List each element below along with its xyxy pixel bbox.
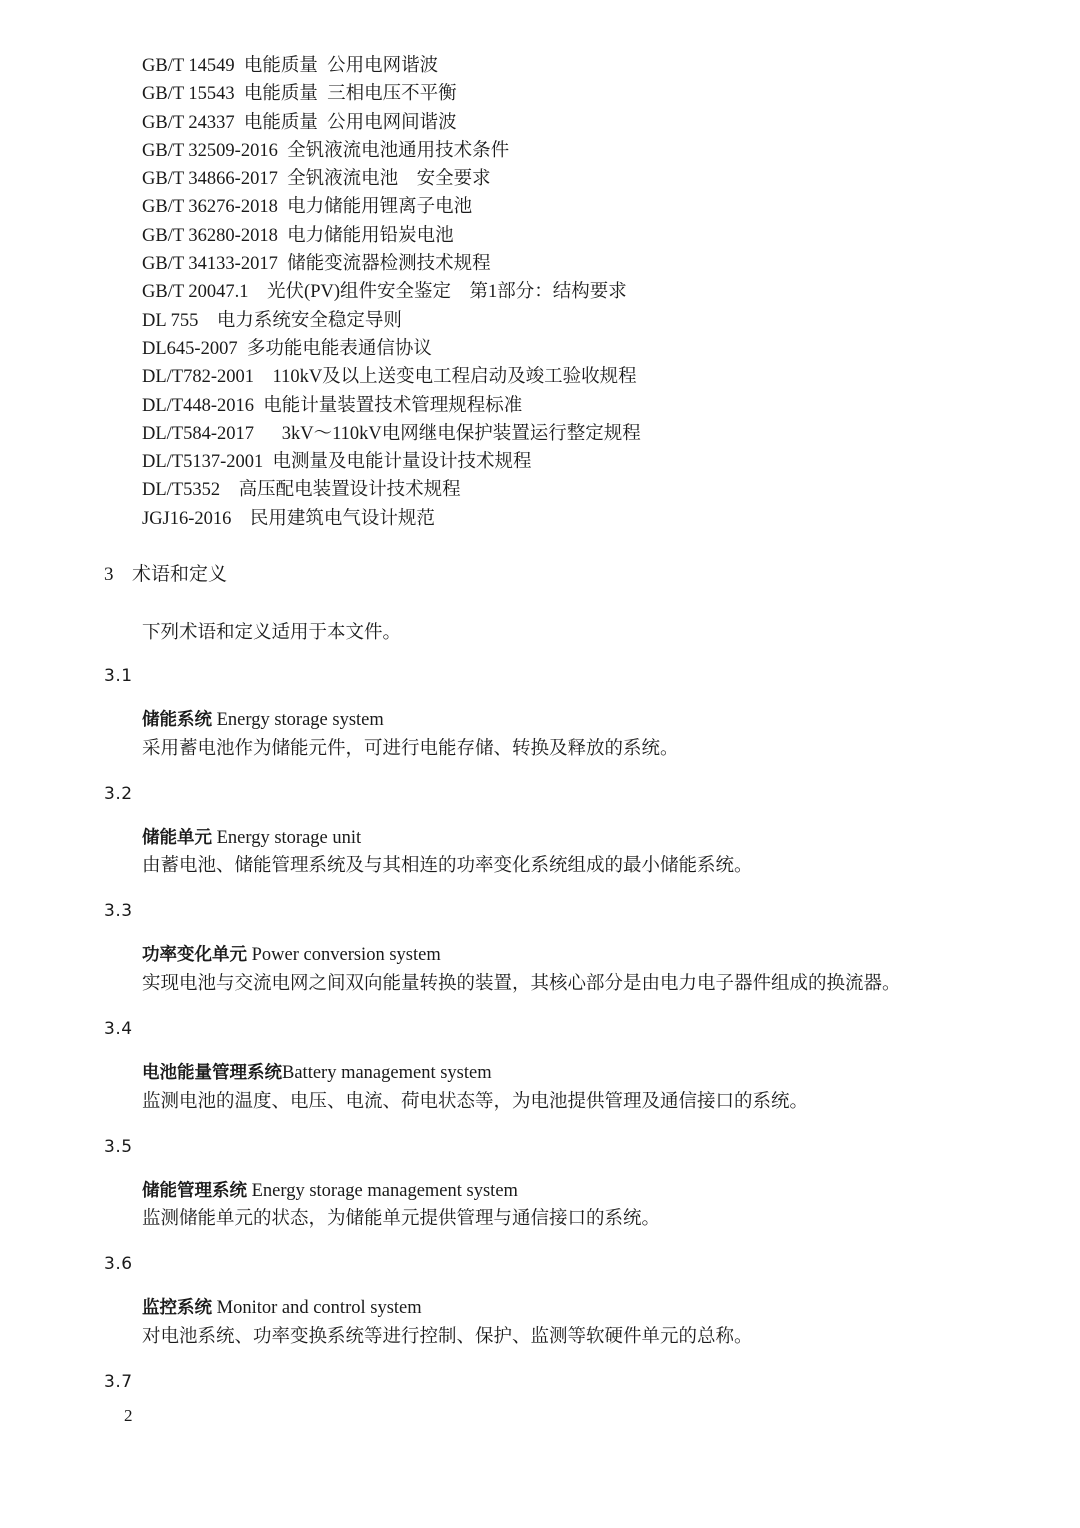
term-zh: 监控系统	[142, 1298, 212, 1318]
reference-item: DL/T448-2016 电能计量装置技术管理规程标准	[142, 395, 523, 416]
section-heading	[104, 562, 227, 588]
term-en: Battery management system	[282, 1063, 492, 1083]
reference-item: GB/T 32509-2016 全钒液流电池通用技术条件	[142, 140, 510, 161]
clause-number: 3.6	[104, 1254, 133, 1274]
reference-item: GB/T 15543 电能质量 三相电压不平衡	[142, 84, 457, 105]
clause-number: 3.7	[104, 1372, 133, 1392]
reference-item: GB/T 14549 电能质量 公用电网谐波	[142, 56, 439, 76]
clause-number: 3.2	[104, 784, 133, 804]
reference-item: GB/T 36276-2018 电力储能用锂离子电池	[142, 197, 473, 218]
reference-item: GB/T 24337 电能质量 公用电网间谐波	[142, 112, 457, 133]
term-title	[142, 707, 384, 733]
clause-number: 3.5	[104, 1137, 133, 1157]
section-intro: 下列术语和定义适用于本文件。	[142, 623, 402, 643]
clause-number: 3.4	[104, 1019, 133, 1039]
term-en: Energy storage unit	[212, 828, 362, 848]
reference-item: GB/T 36280-2018 电力储能用铅炭电池	[142, 225, 454, 246]
term-zh: 功率变化单元	[142, 945, 247, 965]
section-title: 术语和定义	[132, 564, 228, 585]
term-zh: 电池能量管理系统	[142, 1063, 282, 1083]
reference-item: DL/T782-2001 110kV及以上送变电工程启动及竣工验收规程	[142, 367, 637, 388]
term-en: Energy storage management system	[247, 1181, 518, 1201]
normative-references-list	[142, 52, 641, 533]
reference-item: DL/T584-2017 3kV～110kV电网继电保护装置运行整定规程	[142, 423, 641, 444]
reference-item: DL645-2007 多功能电能表通信协议	[142, 338, 432, 359]
term-definition: 由蓄电池、储能管理系统及与其相连的功率变化系统组成的最小储能系统。	[142, 856, 753, 876]
term-en: Power conversion system	[247, 945, 441, 965]
term-title	[142, 1060, 492, 1086]
term-en: Energy storage system	[212, 710, 384, 730]
reference-item: DL/T5352 高压配电装置设计技术规程	[142, 480, 461, 501]
term-zh: 储能系统	[142, 710, 212, 730]
term-definition: 监测电池的温度、电压、电流、荷电状态等，为电池提供管理及通信接口的系统。	[142, 1092, 809, 1112]
reference-item: GB/T 34866-2017 全钒液流电池 安全要求	[142, 169, 491, 190]
reference-item: DL/T5137-2001 电测量及电能计量设计技术规程	[142, 452, 532, 473]
reference-item: GB/T 34133-2017 储能变流器检测技术规程	[142, 254, 491, 275]
term-definition: 实现电池与交流电网之间双向能量转换的装置，其核心部分是由电力电子器件组成的换流器。	[142, 974, 901, 994]
term-zh: 储能管理系统	[142, 1181, 247, 1201]
reference-item: GB/T 20047.1 光伏(PV)组件安全鉴定 第1部分：结构要求	[142, 282, 627, 303]
term-title	[142, 825, 361, 851]
term-title	[142, 1178, 518, 1204]
term-en: Monitor and control system	[212, 1298, 422, 1318]
clause-number: 3.1	[104, 666, 133, 686]
term-zh: 储能单元	[142, 828, 212, 848]
reference-item: DL 755 电力系统安全稳定导则	[142, 310, 402, 331]
term-definition: 监测储能单元的状态，为储能单元提供管理与通信接口的系统。	[142, 1209, 661, 1229]
term-definition: 采用蓄电池作为储能元件，可进行电能存储、转换及释放的系统。	[142, 739, 679, 759]
section-number: 3	[104, 564, 114, 585]
reference-item: JGJ16-2016 民用建筑电气设计规范	[142, 508, 435, 529]
term-definition: 对电池系统、功率变换系统等进行控制、保护、监测等软硬件单元的总称。	[142, 1327, 753, 1347]
term-title	[142, 1295, 422, 1321]
page-number: 2	[124, 1406, 133, 1425]
clause-number: 3.3	[104, 901, 133, 921]
term-title	[142, 942, 441, 968]
